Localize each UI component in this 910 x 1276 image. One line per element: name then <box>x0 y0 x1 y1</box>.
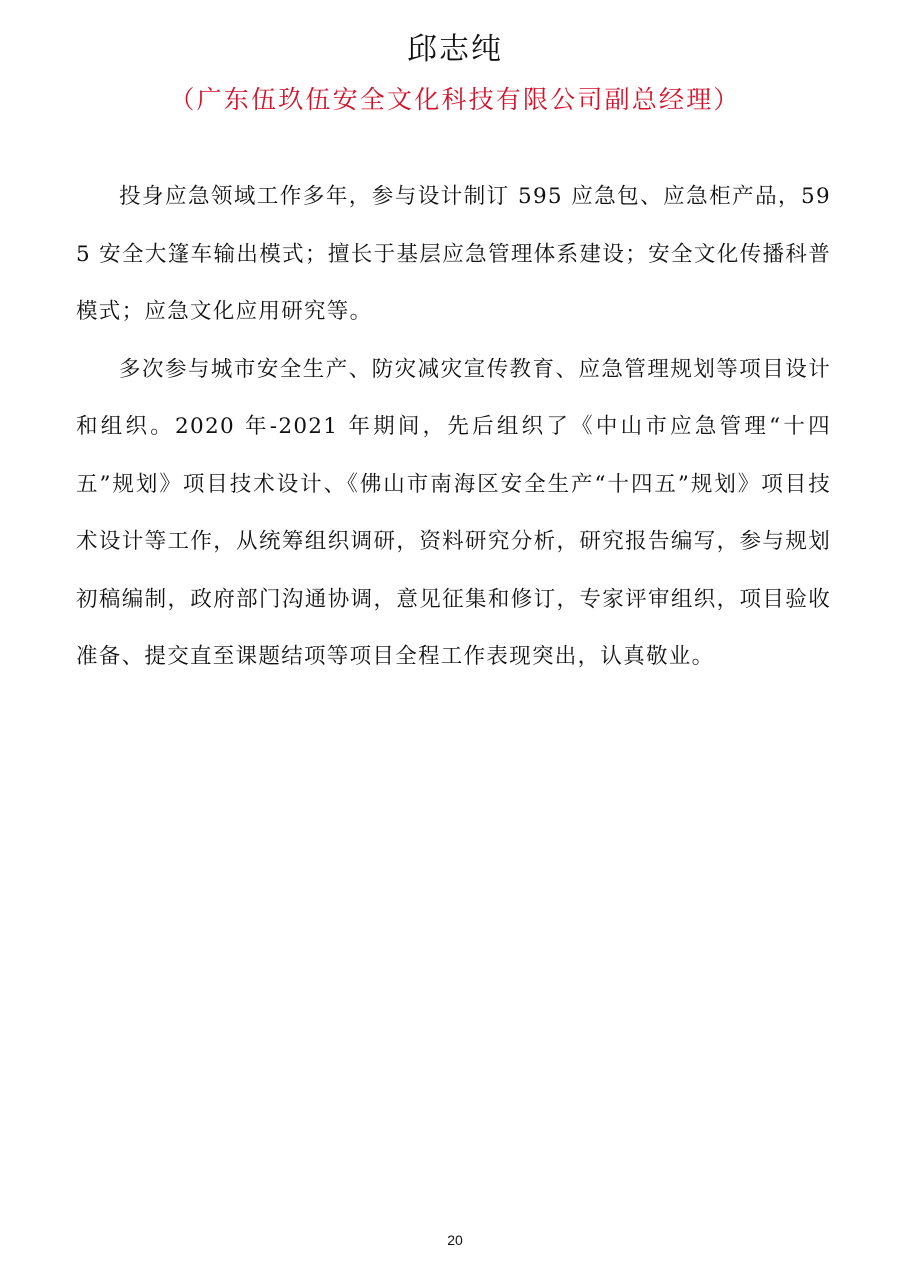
page-number: 20 <box>447 1232 463 1248</box>
paragraph-experience: 投身应急领域工作多年，参与设计制订 595 应急包、应急柜产品，595 安全大篷车输出模式；擅长于基层应急管理体系建设；安全文化传播科普模式；应急文化应用研究等。 <box>76 184 831 324</box>
biography-body <box>76 168 831 686</box>
position-subtitle: （广东伍玖伍安全文化科技有限公司副总经理） <box>169 85 741 114</box>
paragraph-projects: 多次参与城市安全生产、防灾减灾宣传教育、应急管理规划等项目设计和组织。2020 年-2021 年期间，先后组织了《中山市应急管理“十四五”规划》项目技术设计、《佛山市南海区安全生产“十四五”规划》项目技术设计等工作，从统筹组织调研，资料研究分析，研究报告编写，参与规划初稿编制，政府部门沟通协调，意见征集和修订，专家评审组织，项目验收准备、提交直至课题结项等项目全程工作表现突出，认真敬业。 <box>76 356 831 669</box>
person-name-title: 邱志纯 <box>407 32 503 67</box>
